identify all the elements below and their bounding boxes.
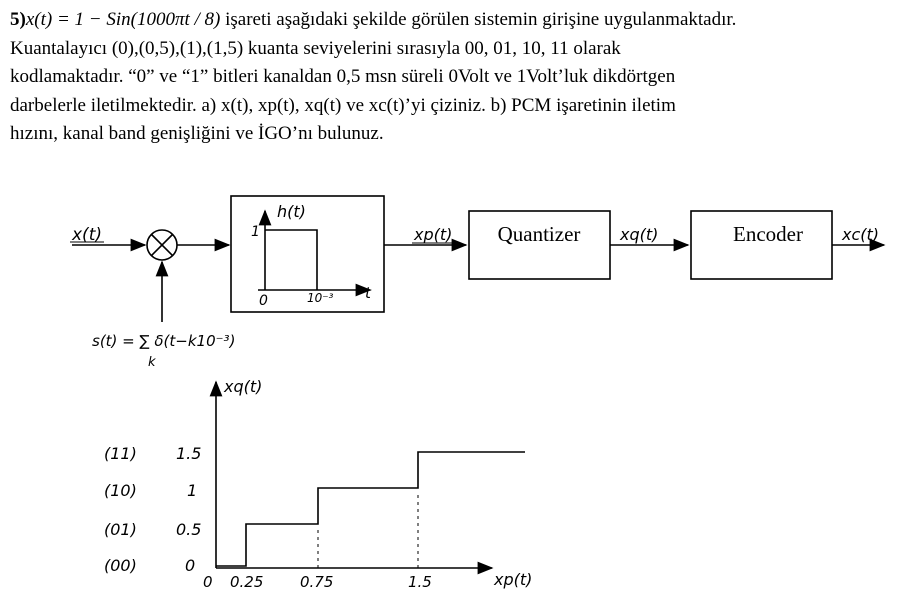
quantizer-x-axis-label: xp(t) [494, 570, 533, 589]
code-label-00: (00) [104, 556, 137, 575]
xq-signal-label: xq(t) [620, 225, 659, 244]
code-label-11: (11) [104, 444, 137, 463]
problem-line-1-text: işareti aşağıdaki şekilde görülen sistemin girişine uygulanmaktadır. [220, 9, 737, 30]
xc-signal-label: xc(t) [842, 225, 880, 244]
level-label-1: 1 [187, 481, 198, 500]
problem-line-4: darbelerle iletilmektedir. a) x(t), xp(t), xq(t) ve xc(t)’yi çiziniz. b) PCM işaretinin iletim [10, 94, 676, 116]
impulse-origin-label: 0 [259, 293, 268, 309]
sampling-function-label: s(t) = ∑ δ(t−k10⁻³) [92, 332, 236, 350]
impulse-amplitude-label: 1 [251, 224, 260, 240]
level-label-0: 0 [185, 556, 196, 575]
quantizer-staircase [216, 452, 525, 566]
input-signal-label: x(t) [72, 225, 102, 245]
x-tick-1-5: 1.5 [408, 573, 432, 591]
x-tick-0-25: 0.25 [230, 573, 264, 591]
impulse-time-axis-label: t [365, 284, 371, 302]
problem-line-2: Kuantalayıcı (0),(0,5),(1),(1,5) kuanta seviyelerini sırasıyla 00, 01, 10, 11 olarak [10, 37, 621, 59]
x-tick-0-75: 0.75 [300, 573, 334, 591]
code-label-10: (10) [104, 481, 137, 500]
problem-line-5: hızını, kanal band genişliğini ve İGO’nı bulunuz. [10, 123, 384, 144]
sampling-index-label: k [148, 355, 156, 370]
problem-line-3: kodlamaktadır. “0” ve “1” bitleri kanaldan 0,5 msn süreli 0Volt ve 1Volt’luk dikdörtgen [10, 66, 676, 87]
quantizer-y-axis-label: xq(t) [224, 377, 263, 396]
xp-signal-label: xp(t) [414, 225, 453, 244]
block-diagram [72, 196, 884, 322]
level-label-0-5: 0.5 [176, 520, 202, 539]
problem-number: 5) [10, 9, 26, 30]
quantizer-characteristic [216, 382, 525, 568]
impulse-response-label: h(t) [277, 202, 306, 221]
quantizer-label: Quantizer [497, 222, 581, 246]
level-label-1-5: 1.5 [176, 444, 202, 463]
encoder-label: Encoder [733, 222, 803, 246]
code-label-01: (01) [104, 520, 137, 539]
impulse-width-label: 10⁻³ [307, 291, 334, 305]
x-tick-0: 0 [203, 573, 213, 591]
input-signal-formula: x(t) = 1 − Sin(1000πt / 8) [25, 9, 221, 30]
